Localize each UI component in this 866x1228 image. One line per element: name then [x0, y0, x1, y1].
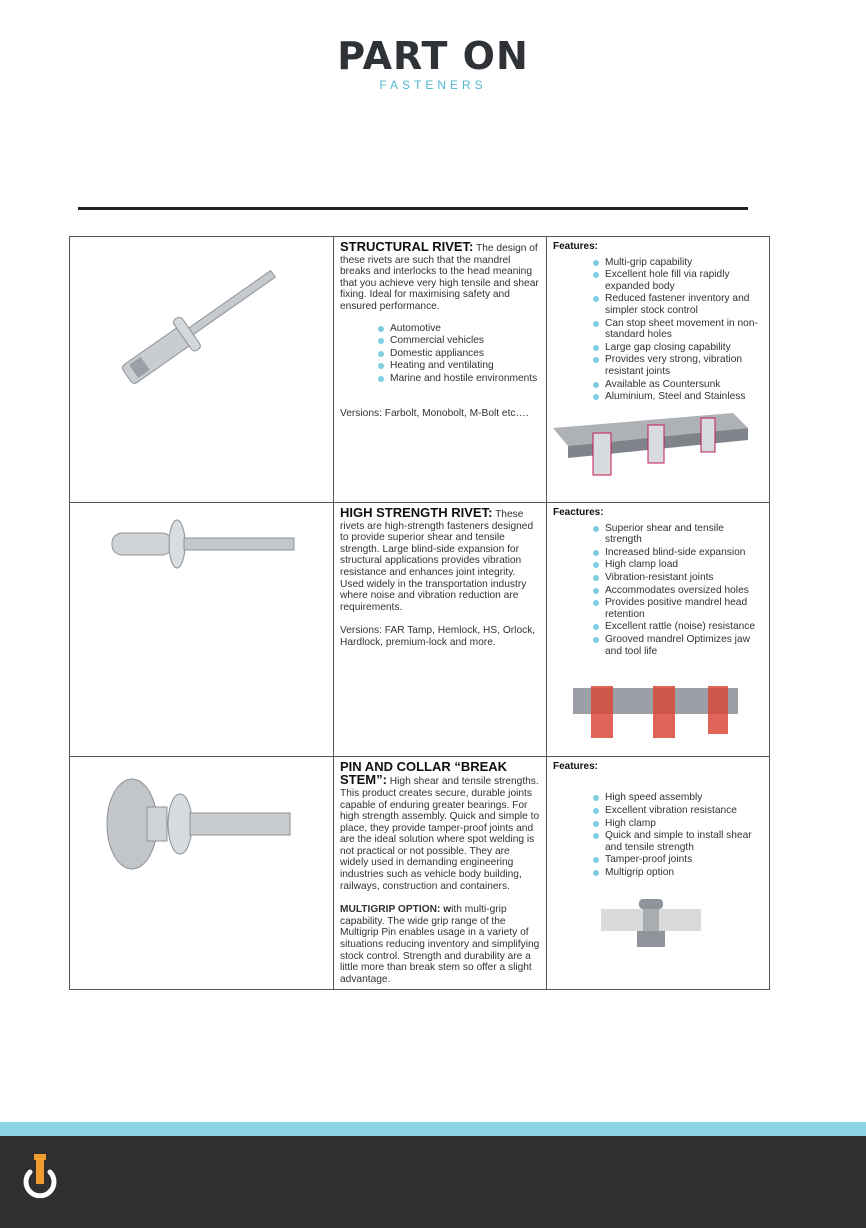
pin-collar-diagram — [601, 899, 701, 955]
structural-rivet-image — [102, 241, 302, 411]
list-item: Tamper-proof joints — [593, 854, 763, 866]
list-item: Reduced fastener inventory and simpler stock control — [593, 293, 763, 316]
logo-tagline: FASTENERS — [379, 78, 487, 92]
list-item: Excellent hole fill via rapidly expanded body — [593, 269, 763, 292]
list-item: Heating and ventilating — [378, 360, 540, 372]
product-row-pin-collar — [70, 756, 770, 990]
list-item: High clamp load — [593, 559, 763, 571]
features-heading: Feactures: — [553, 507, 604, 518]
applications-list — [378, 323, 540, 385]
logo-wordmark: PART ON — [337, 34, 529, 78]
list-item: Multigrip option — [593, 867, 763, 879]
pin-collar-image — [102, 769, 302, 879]
list-item: Grooved mandrel Optimizes jaw and tool life — [593, 634, 763, 657]
list-item: Domestic appliances — [378, 348, 540, 360]
list-item: Provides positive mandrel head retention — [593, 597, 763, 620]
product-description: High shear and tensile strengths. This product creates secure, durable joints capable of enduring greater bearings. For high strength assembly. Quick and simple to place, they provide tamper-proof joints and are the ideal solution where spot welding is not practical or not possible. They are widely used in demanding engineering industries such as vehicle body building, railways, construction and containers. — [340, 776, 540, 892]
footer — [0, 1136, 866, 1228]
product-title: STRUCTURAL RIVET: — [340, 239, 474, 254]
list-item: High speed assembly — [593, 792, 763, 804]
option-text: ith multi-grip capability. The wide grip range of the Multigrip Pin enables usage in a variety of situations reducing inventory and simplifying stock control. Strength and durability are a little more than break stem so offer a slight advantage. — [340, 904, 540, 985]
list-item: Excellent rattle (noise) resistance — [593, 621, 763, 633]
list-item: Vibration-resistant joints — [593, 572, 763, 584]
features-heading: Features: — [553, 241, 599, 252]
product-image-cell — [70, 503, 334, 757]
list-item: High clamp — [593, 818, 763, 830]
high-strength-rivet-diagram — [573, 678, 763, 748]
list-item: Aluminium, Steel and Stainless — [593, 391, 763, 403]
product-description: The design of these rivets are such that the mandrel breaks and interlocks to the head meaning that you achieve very high tensile and shear fixing. Ideal for maximising safety and ensured performance. — [340, 243, 539, 312]
product-features-cell — [547, 756, 770, 990]
product-description-cell — [334, 503, 547, 757]
product-image-cell — [70, 756, 334, 990]
product-description-cell — [334, 756, 547, 990]
list-item: Available as Countersunk — [593, 379, 763, 391]
product-description-cell — [334, 237, 547, 503]
product-title: HIGH STRENGTH RIVET: — [340, 505, 493, 520]
list-item: Superior shear and tensile strength — [593, 523, 763, 546]
list-item: Multi-grip capability — [593, 257, 763, 269]
structural-rivet-diagram — [553, 408, 753, 478]
list-item: Quick and simple to install shear and tensile strength — [593, 830, 763, 853]
high-strength-rivet-image — [102, 507, 302, 587]
list-item: Increased blind-side expansion — [593, 547, 763, 559]
features-list — [593, 792, 763, 878]
list-item: Automotive — [378, 323, 540, 335]
header-divider — [78, 207, 748, 210]
list-item: Marine and hostile environments — [378, 373, 540, 385]
power-bolt-icon — [22, 1154, 58, 1206]
product-image-cell — [70, 237, 334, 503]
option-label: MULTIGRIP OPTION: w — [340, 904, 452, 916]
product-row-high-strength — [70, 503, 770, 757]
product-table — [69, 236, 770, 990]
features-list — [593, 257, 763, 403]
product-features-cell — [547, 503, 770, 757]
list-item: Accommodates oversized holes — [593, 585, 763, 597]
list-item: Commercial vehicles — [378, 335, 540, 347]
product-title: PIN AND COLLAR “BREAK STEM”: — [340, 758, 508, 788]
list-item: Can stop sheet movement in non-standard holes — [593, 318, 763, 341]
product-description: These rivets are high-strength fasteners designed to provide superior shear and tensile strength. Large blind-side expansion for structural applications provides vibration resistance and enhances joint integrity. Used widely in the transportation industry where noise and vibration reduction are requirements. — [340, 509, 534, 613]
product-row-structural — [70, 237, 770, 503]
list-item: Excellent vibration resistance — [593, 805, 763, 817]
product-versions: Versions: Farbolt, Monobolt, M-Bolt etc…. — [340, 407, 529, 419]
footer-accent-stripe — [0, 1122, 866, 1136]
brand-logo — [0, 36, 866, 92]
features-heading: Features: — [553, 760, 599, 772]
product-versions: Versions: FAR Tamp, Hemlock, HS, Orlock, Hardlock, premium-lock and more. — [340, 625, 536, 648]
product-features-cell — [547, 237, 770, 503]
list-item: Large gap closing capability — [593, 342, 763, 354]
features-list — [593, 523, 763, 658]
list-item: Provides very strong, vibration resistant joints — [593, 354, 763, 377]
